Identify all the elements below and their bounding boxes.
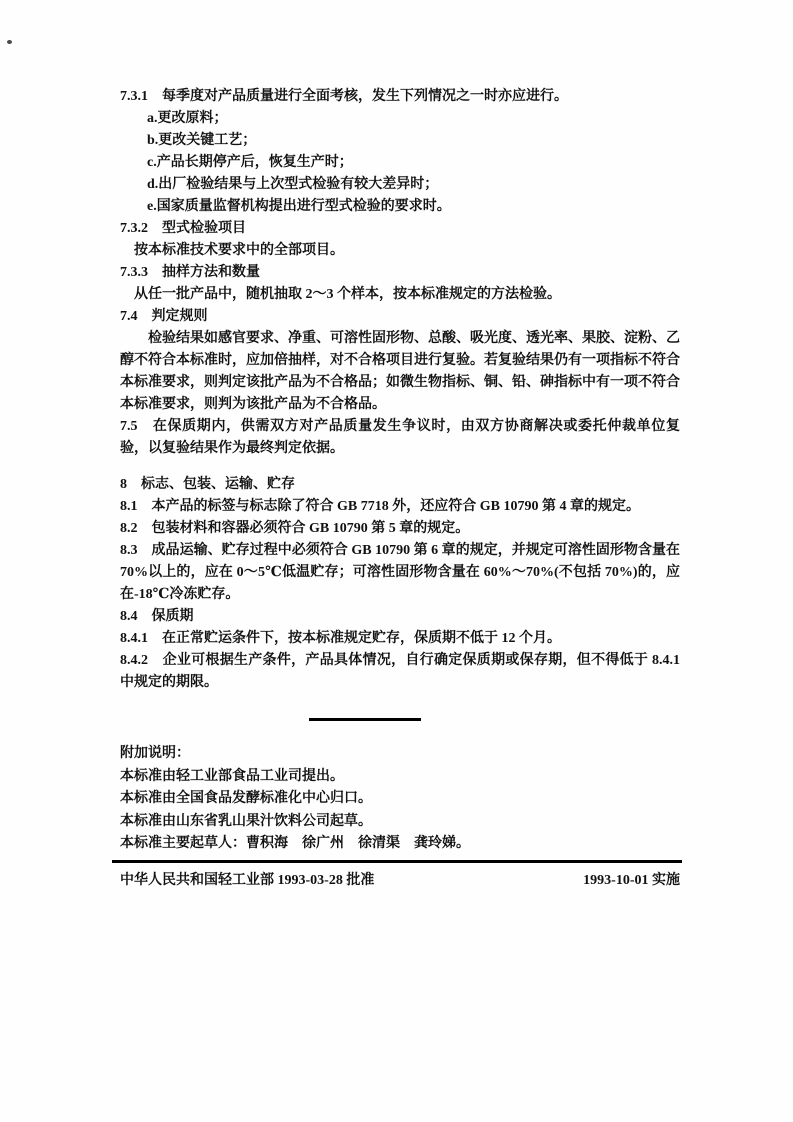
footer <box>120 871 680 891</box>
notes-heading: 附加说明： <box>120 746 190 761</box>
footer-approval-text: 中华人民共和国轻工业部 1993-03-28 批准 <box>120 873 375 888</box>
scan-artifact <box>7 40 12 44</box>
list-item-e: e.国家质量监督机构提出进行型式检验的要求时。 <box>147 199 451 214</box>
document-content <box>120 86 680 856</box>
section-divider-line <box>309 718 421 721</box>
list-item-d: d.出厂检验结果与上次型式检验有较大差异时； <box>147 177 439 192</box>
clause-8-2: 8.2 包装材料和容器必须符合 GB 10790 第 5 章的规定。 <box>120 521 470 536</box>
list-item-c: c.产品长期停产后，恢复生产时； <box>147 155 353 170</box>
footer-rule <box>112 860 682 863</box>
clause-8-4-heading: 8.4 保质期 <box>120 609 194 624</box>
clause-8-3: 8.3 成品运输、贮存过程中必须符合 GB 10790 第 6 章的规定，并规定可溶性固形物含量在 70%以上的，应在 0～5℃低温贮存；可溶性固形物含量在 60%～70%(不包括 70%)的，应在-18℃冷冻贮存。 <box>120 543 680 602</box>
clause-7-4-heading: 7.4 判定规则 <box>120 309 208 324</box>
clause-8-1: 8.1 本产品的标签与标志除了符合 GB 7718 外，还应符合 GB 10790 第 4 章的规定。 <box>120 499 640 514</box>
list-item-a: a.更改原料； <box>147 111 228 126</box>
clause-7-5: 7.5 在保质期内，供需双方对产品质量发生争议时，由双方协商解决或委托仲裁单位复验，以复验结果作为最终判定依据。 <box>120 419 680 456</box>
clause-8-4-2: 8.4.2 企业可根据生产条件，产品具体情况，自行确定保质期或保存期，但不得低于 8.4.1 中规定的期限。 <box>120 653 680 690</box>
clause-7-3-2-heading: 7.3.2 型式检验项目 <box>120 221 246 236</box>
clause-7-4-body: 检验结果如感官要求、净重、可溶性固形物、总酸、吸光度、透光率、果胶、淀粉、乙醇不符合本标准时，应加倍抽样，对不合格项目进行复验。若复验结果仍有一项指标不符合本标准要求，则判定该批产品为不合格品；如微生物指标、铜、铅、砷指标中有一项不符合本标准要求，则判为该批产品为不合格品。 <box>120 331 680 412</box>
note-line-drafters: 本标准主要起草人：曹积海 徐广州 徐清渠 龚玲娣。 <box>120 836 470 851</box>
clause-7-3-3-heading: 7.3.3 抽样方法和数量 <box>120 265 260 280</box>
additional-notes <box>120 743 680 856</box>
note-line-centralized-by: 本标准由全国食品发酵标准化中心归口。 <box>120 791 372 806</box>
note-line-proposed-by: 本标准由轻工业部食品工业司提出。 <box>120 768 344 784</box>
section-8-heading: 8 标志、包装、运输、贮存 <box>120 477 295 492</box>
note-line-drafted-by: 本标准由山东省乳山果汁饮料公司起草。 <box>120 813 372 829</box>
clause-8-4-1: 8.4.1 在正常贮运条件下，按本标准规定贮存，保质期不低于 12 个月。 <box>120 631 561 646</box>
clause-7-3-3-body: 从任一批产品中，随机抽取 2～3 个样本，按本标准规定的方法检验。 <box>134 287 561 302</box>
clause-7-3-1: 7.3.1 每季度对产品质量进行全面考核，发生下列情况之一时亦应进行。 <box>120 89 568 104</box>
list-item-b: b.更改关键工艺； <box>147 133 257 148</box>
clause-7-3-2-body: 按本标准技术要求中的全部项目。 <box>134 243 344 258</box>
footer-implementation-text: 1993-10-01 实施 <box>583 873 680 888</box>
